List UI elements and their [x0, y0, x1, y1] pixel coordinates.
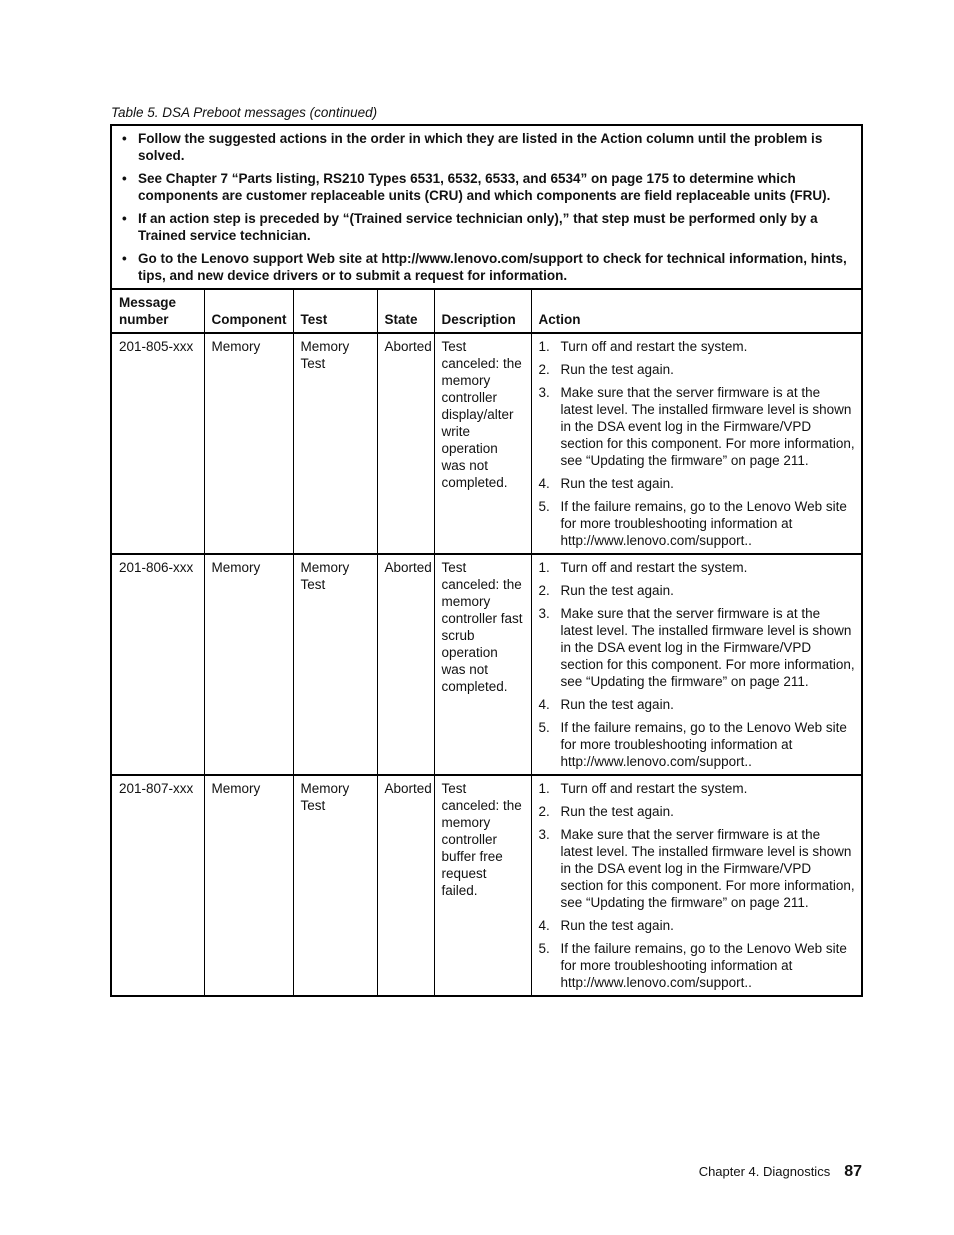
step-number: 5.	[538, 941, 550, 956]
action-step	[539, 384, 856, 469]
footer-chapter: Chapter 4. Diagnostics	[698, 1164, 831, 1179]
note-item: • Go to the Lenovo support Web site at http://www.lenovo.com/support to check for technical information, hints, tips, and new device drivers or to submit a request for information.	[118, 250, 853, 284]
action-list	[539, 559, 856, 770]
step-number: 2.	[538, 804, 550, 819]
step-text: Run the test again.	[560, 918, 674, 933]
step-number: 4.	[538, 476, 550, 491]
step-text: If the failure remains, go to the Lenovo Web site for more troubleshooting information at http://www.lenovo.com/support..	[560, 720, 847, 769]
cell-component: Memory	[204, 333, 293, 554]
action-step	[539, 475, 856, 492]
step-text: Run the test again.	[560, 362, 674, 377]
step-number: 1.	[538, 781, 550, 796]
step-text: If the failure remains, go to the Lenovo Web site for more troubleshooting information at http://www.lenovo.com/support..	[560, 499, 847, 548]
cell-message-number: 201-806-xxx	[112, 554, 204, 775]
action-step	[539, 940, 856, 991]
cell-state: Aborted	[377, 775, 434, 995]
header-test: Test	[293, 290, 377, 333]
cell-description: Test canceled: the memory controller buffer free request failed.	[434, 775, 531, 995]
step-text: Turn off and restart the system.	[560, 560, 748, 575]
note-item: • If an action step is preceded by “(Trained service technician only),” that step must be performed only by a Trained service technician.	[118, 210, 853, 244]
cell-action	[531, 333, 861, 554]
action-step	[539, 780, 856, 797]
cell-component: Memory	[204, 554, 293, 775]
step-number: 3.	[538, 385, 550, 400]
step-number: 5.	[538, 720, 550, 735]
step-text: Make sure that the server firmware is at the latest level. The installed firmware level is shown in the DSA event log in the Firmware/VPD section for this component. For more information, see “Updating the firmware” on page 211.	[560, 606, 855, 689]
note-item: • Follow the suggested actions in the order in which they are listed in the Action column until the problem is solved.	[118, 130, 853, 164]
table-notes	[112, 126, 861, 290]
page-number: 87	[844, 1163, 862, 1180]
table-row	[112, 333, 861, 554]
header-action: Action	[531, 290, 861, 333]
note-item: • See Chapter 7 “Parts listing, RS210 Types 6531, 6532, 6533, and 6534” on page 175 to determine which components are customer replaceable units (CRU) and which components are field replaceable units (FRU).	[118, 170, 853, 204]
table-caption: Table 5. DSA Preboot messages (continued)	[111, 105, 378, 120]
step-number: 1.	[538, 560, 550, 575]
cell-action	[531, 775, 861, 995]
cell-test: Memory Test	[293, 775, 377, 995]
action-list	[539, 338, 856, 549]
action-step	[539, 361, 856, 378]
cell-message-number: 201-805-xxx	[112, 333, 204, 554]
header-state: State	[377, 290, 434, 333]
step-text: Run the test again.	[560, 804, 674, 819]
action-step	[539, 826, 856, 911]
step-text: Turn off and restart the system.	[560, 781, 748, 796]
step-text: Make sure that the server firmware is at the latest level. The installed firmware level is shown in the DSA event log in the Firmware/VPD section for this component. For more information, see “Updating the firmware” on page 211.	[560, 385, 855, 468]
action-step	[539, 498, 856, 549]
messages-grid	[112, 290, 861, 995]
table-row	[112, 775, 861, 995]
action-step	[539, 338, 856, 355]
cell-test: Memory Test	[293, 333, 377, 554]
action-step	[539, 803, 856, 820]
page-footer	[699, 1163, 862, 1181]
action-step	[539, 605, 856, 690]
cell-description: Test canceled: the memory controller fast scrub operation was not completed.	[434, 554, 531, 775]
header-component: Component	[204, 290, 293, 333]
notes-list	[118, 130, 853, 284]
cell-state: Aborted	[377, 333, 434, 554]
cell-component: Memory	[204, 775, 293, 995]
action-step	[539, 559, 856, 576]
step-text: Run the test again.	[560, 697, 674, 712]
step-number: 2.	[538, 362, 550, 377]
action-list	[539, 780, 856, 991]
cell-description: Test canceled: the memory controller display/alter write operation was not completed.	[434, 333, 531, 554]
cell-action	[531, 554, 861, 775]
step-number: 5.	[538, 499, 550, 514]
step-number: 1.	[538, 339, 550, 354]
step-text: Make sure that the server firmware is at the latest level. The installed firmware level is shown in the DSA event log in the Firmware/VPD section for this component. For more information, see “Updating the firmware” on page 211.	[560, 827, 855, 910]
action-step	[539, 582, 856, 599]
step-text: If the failure remains, go to the Lenovo Web site for more troubleshooting information at http://www.lenovo.com/support..	[560, 941, 847, 990]
action-step	[539, 917, 856, 934]
header-message-number: Message number	[112, 290, 204, 333]
step-text: Turn off and restart the system.	[560, 339, 748, 354]
header-row	[112, 290, 861, 333]
dsa-messages-table	[110, 124, 863, 997]
step-number: 3.	[538, 827, 550, 842]
cell-test: Memory Test	[293, 554, 377, 775]
step-text: Run the test again.	[560, 476, 674, 491]
step-number: 2.	[538, 583, 550, 598]
action-step	[539, 719, 856, 770]
step-number: 4.	[538, 697, 550, 712]
step-number: 3.	[538, 606, 550, 621]
cell-state: Aborted	[377, 554, 434, 775]
step-number: 4.	[538, 918, 550, 933]
header-description: Description	[434, 290, 531, 333]
action-step	[539, 696, 856, 713]
cell-message-number: 201-807-xxx	[112, 775, 204, 995]
step-text: Run the test again.	[560, 583, 674, 598]
table-row	[112, 554, 861, 775]
